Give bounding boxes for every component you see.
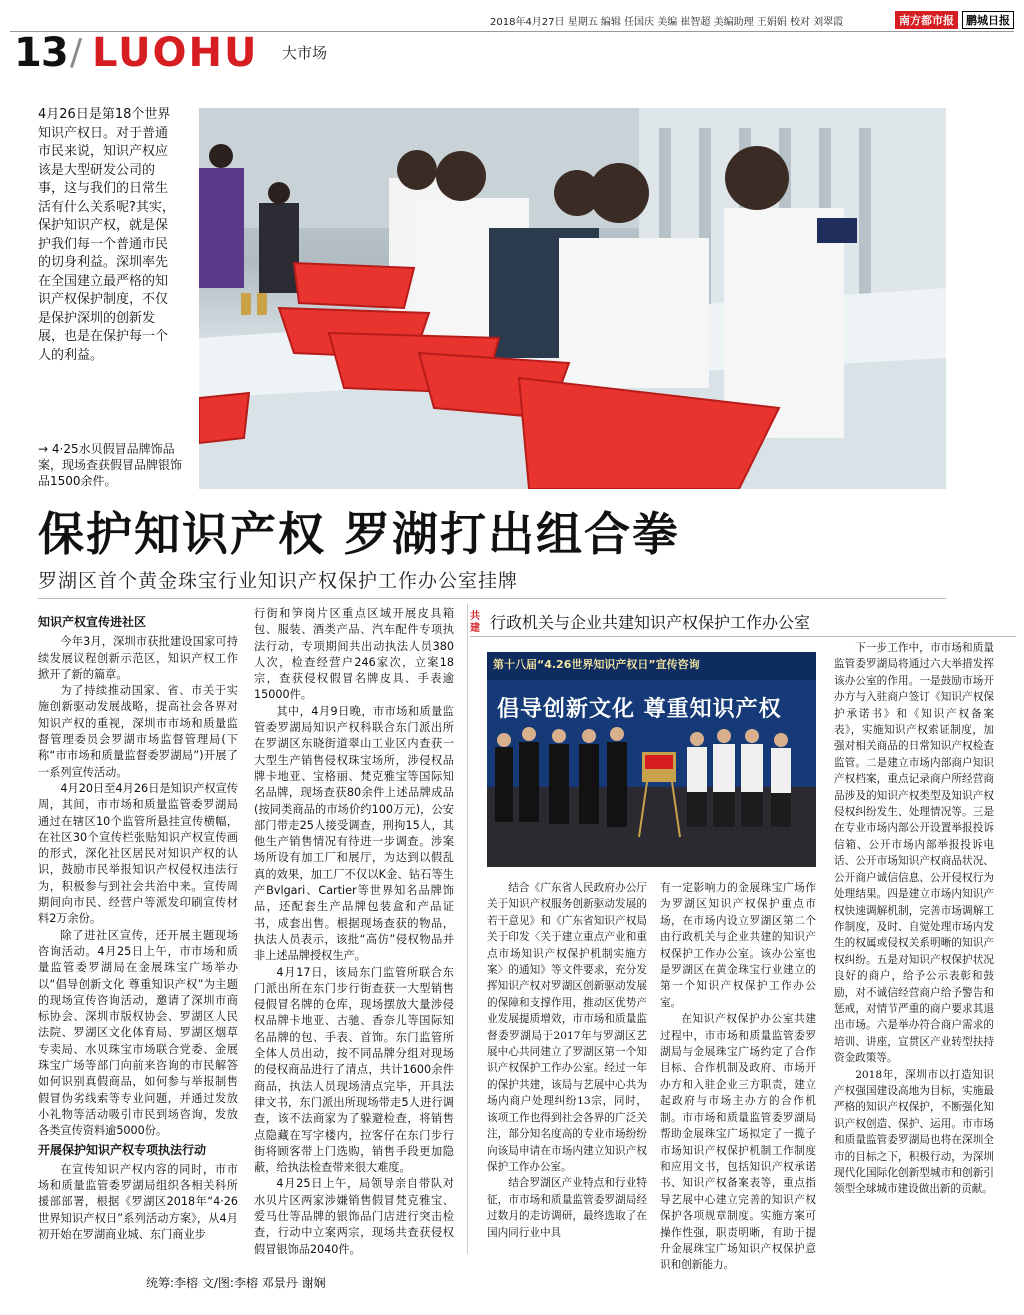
headline-rule <box>38 598 946 599</box>
section-subtitle: 大市场 <box>282 44 328 62</box>
box-rule <box>470 636 1016 637</box>
banner-top-text: 第十八届“4.26世界知识产权日”宣传咨询 <box>493 658 700 671</box>
paragraph: 4月25日上午，局领导亲自带队对水贝片区两家涉嫌销售假冒梵克雅宝、爱马仕等品牌的银饰品门店进行突击检查，行动中立案两宗，现场共查获侵权假冒银饰品2040件。 <box>254 1177 454 1256</box>
headline: 保护知识产权 罗湖打出组合拳 <box>38 507 681 561</box>
paragraph: 在知识产权保护办公室共建过程中，市市场和质量监管委罗湖局与金展珠宝广场约定了合作目标、合作机制及政府、市场开办方和入驻企业三方职责，建立起政府与市场主办方的合作机制。市市场和质量监管委罗湖局帮助金展珠宝广场拟定了一揽子市场知识产权保护机制工作制度和应用文书，包括知识产权承诺书、知识产权备案表等，重点指导艺展中心建立完善的知识产权保护各项规章制度。实施方案可操作性强，职责明晰，有助于提升金展珠宝广场知识产权保护意识和创新能力。 <box>660 1013 816 1272</box>
date-line: 2018年4月27日 星期五 编辑 任国庆 美编 崔智超 美编助理 王娟娟 校对 刘翠霞 <box>490 16 844 28</box>
header-slash: / <box>70 32 83 73</box>
brand-logo-black: 鹏城日报 <box>962 11 1014 29</box>
article-column-2 <box>254 606 454 1258</box>
box-column-3 <box>834 640 994 1198</box>
masthead-info <box>490 10 1014 30</box>
main-photo-illustration <box>199 108 946 489</box>
paragraph: 其中，4月9日晚，市市场和质量监管委罗湖局知识产权科联合东门派出所在罗湖区东晓街道翠山工业区内查获一大型生产销售侵权珠宝场所，涉侵权品牌卡地亚、宝格丽、梵克雅宝等国际知名品牌，现场查获80余件上述品牌成品(按同类商品的市场价约100万元)，公安部门带走25人接受调查，刑拘15人，其他生产销售情况有待进一步调查。涉案场所设有加工厂和展厅，为达到以假乱真的效果，加工厂不仅以K金、钻石等生产Bvlgari、Cartier等世界知名品牌饰品，还配套生产品牌包装盒和产品证书，成套出售。根据现场查获的物品，执法人员表示，该批“高仿”侵权物品并非上述品牌授权生产。 <box>254 704 454 963</box>
box-column-2 <box>660 880 816 1274</box>
paragraph: 为了持续推动国家、省、市关于实施创新驱动发展战略，提高社会各界对知识产权的重视，深圳市市场和质量监督管理委员会罗湖市场监督管理局(下称“市市场和质量监督委罗湖局”)开展了一系列宣传活动。 <box>38 684 238 779</box>
page-number: 13 <box>14 30 68 76</box>
column-subheading: 知识产权宣传进社区 <box>38 615 147 629</box>
paragraph: 2018年，深圳市以打造知识产权强国建设高地为目标，实施最严格的知识产权保护，不断强化知识产权创造、保护、运用。市市场和质量监管委罗湖局也将在深圳全市的目标之下，积极行动，为深圳现代化国际化创新型城市和创新引领型全球城市建设做出新的贡献。 <box>834 1068 994 1196</box>
box-tag: 共建 <box>470 611 480 634</box>
paragraph: 4月20日至4月26日是知识产权宣传周，其间，市市场和质量监管委罗湖局通过在辖区10个监管所悬挂宣传横幅，在社区30个宣传栏张贴知识产权宣传画的形式，深化社区居民对知识产权的认识，鼓励市民举报知识产权侵权违法行为，积极参与到社会共治中来。宣传周期间向市民、经营户等派发印刷宣传材料2万余份。 <box>38 781 238 926</box>
paragraph: 在宣传知识产权内容的同时，市市场和质量监管委罗湖局组织各相关科所援部部署，根据《罗湖区2018年“4·26世界知识产权日”系列活动方案》，从4月初开始在罗湖商业城、东门商业步 <box>38 1162 238 1241</box>
ceremony-photo-illustration <box>487 652 816 867</box>
paragraph: 行街和笋岗片区重点区域开展皮具箱包、服装、酒类产品、汽车配件专项执法行动，专项期间共出动执法人员380人次，检查经营户246家次，立案18宗，查获侵权假冒名牌皮具、手表逾15000件。 <box>254 607 454 702</box>
paragraph: 有一定影响力的金展珠宝广场作为罗湖区知识产权保护重点市场，在市场内设立罗湖区第二个由行政机关与企业共建的知识产权保护工作办公室。该办公室也是罗湖区在黄金珠宝行业建立的第一个知识产权保护工作办公室。 <box>660 882 816 1009</box>
intro-text: 4月26日是第18个世界 知识产权日。对于普通 市民来说，知识产权应 该是大型研发公司的 事，这与我们的日常生 活有什么关系呢?其实， 保护知识产权，就是保 护我们每一个普通市民 的切身利益。深圳率先 在全国建立最严格的知 识产权保护制度，不仅 是保护深圳的创新发 展，也是在保护每一个 人的利益。 <box>38 107 175 363</box>
brand-logos <box>895 11 1014 29</box>
byline: 统筹:李榕 文/图:李榕 邓景丹 谢娴 <box>146 1276 326 1290</box>
article-column-1 <box>38 612 238 1243</box>
paragraph: 下一步工作中，市市场和质量监管委罗湖局将通过六大举措发挥该办公室的作用。一是鼓励市场开办方与入驻商户签订《知识产权保护承诺书》和《知识产权备案表》，实施知识产权索证制度，加强对相关商品的日常知识产权检查监管。二是建立市场内部商户知识产权档案，重点记录商户所经营商品涉及的知识产权类型及知识产权侵权纠纷发生、处理情况等。三是在专业市场内部公开设置举报投诉信箱、公开市场内部举报投诉电话、公开市场知识产权商品状况、公开商户诚信信息、公开侵权行为处理结果。四是建立市场内知识产权快速调解机制，完善市场调解工作制度，及时、自觉处理市场内发生的权属或侵权关系明晰的知识产权纠纷。五是对知识产权保护状况良好的商户，给予公示表彰和鼓励，对不诚信经营商户给予警告和惩戒，对情节严重的商户要求其退出市场。六是举办符合商户需求的培训、讲座，宣贯区产业转型扶持资金政策等。 <box>834 642 994 1065</box>
main-photo <box>199 108 946 489</box>
ceremony-photo <box>487 652 816 867</box>
column-divider <box>467 604 468 1254</box>
column-subheading: 开展保护知识产权专项执法行动 <box>38 1142 207 1157</box>
paragraph: 结合《广东省人民政府办公厅关于知识产权服务创新驱动发展的若干意见》和《广东省知识产权局关于印发〈关于建立重点产业和重点市场知识产权保护机制实施方案〉的通知》等文件要求，充分发挥知识产权对罗湖区创新驱动发展的保障和支撑作用，推动区优势产业发展提质增效，市市场和质量监督委罗湖局于2017年与罗湖区艺展中心共同建立了罗湖区第一个知识产权保护工作办公室。经过一年的保护共建，该局与艺展中心共为场内商户处理纠纷13宗，同时，该项工作也得到社会各界的广泛关注，部分知名度高的专业市场纷纷向该局申请在市场内建立知识产权保护工作办公室。 <box>487 882 647 1173</box>
section-name: LUOHU <box>92 30 259 76</box>
box-title: 行政机关与企业共建知识产权保护工作办公室 <box>490 613 811 632</box>
brand-logo-red: 南方都市报 <box>895 11 958 29</box>
paragraph: 除了进社区宣传，还开展主题现场咨询活动。4月25日上午，市市场和质量监管委罗湖局在金展珠宝广场举办以“倡导创新文化 尊重知识产权”为主题的现场宣传咨询活动，邀请了深圳市商标协会、深圳市版权协会、罗湖区人民法院、罗湖区文化体育局、罗湖区烟草专卖局、水贝珠宝市场联合党委、金展珠宝广场等部门向前来咨询的市民解答如何识别真假商品，如何参与举报制售假冒伪劣线索等专业问题，并通过发放小礼物等活动吸引市民到场咨询，发放各类宣传资料逾5000份。 <box>38 928 238 1138</box>
banner-main-text: 倡导创新文化 尊重知识产权 <box>497 697 782 722</box>
paragraph: 4月17日，该局东门监管所联合东门派出所在东门步行街查获一大型销售侵假冒名牌的仓库，现场摆放大量涉侵权品牌卡地亚、古驰、香奈儿等国际知名品牌的包、手表、首饰。东门监管所全体人员出动，按不同品牌分组对现场的侵权商品进行了清点，共计1600余件商品，执法人员现场清点完毕，开具法律文书，东门派出所现场带走5人进行调查，该不法商家为了躲避检查，将销售点隐藏在写字楼内，拉客仔在东门步行街将顾客带上门选购，销售手段更加隐蔽，给执法检查带来很大难度。 <box>254 965 454 1175</box>
paragraph: 结合罗湖区产业特点和行业特征，市市场和质量监管委罗湖局经过数月的走访调研，最终选取了在国内同行业中具 <box>487 1177 647 1239</box>
box-column-1 <box>487 880 647 1241</box>
paragraph: 今年3月，深圳市获批建设国家可持续发展议程创新示范区，知识产权工作掀开了新的篇章。 <box>38 635 238 681</box>
subheadline: 罗湖区首个黄金珠宝行业知识产权保护工作办公室挂牌 <box>38 570 519 592</box>
photo-caption: → 4·25水贝假冒品牌饰品案，现场查获假冒品牌银饰品1500余件。 <box>38 442 183 488</box>
